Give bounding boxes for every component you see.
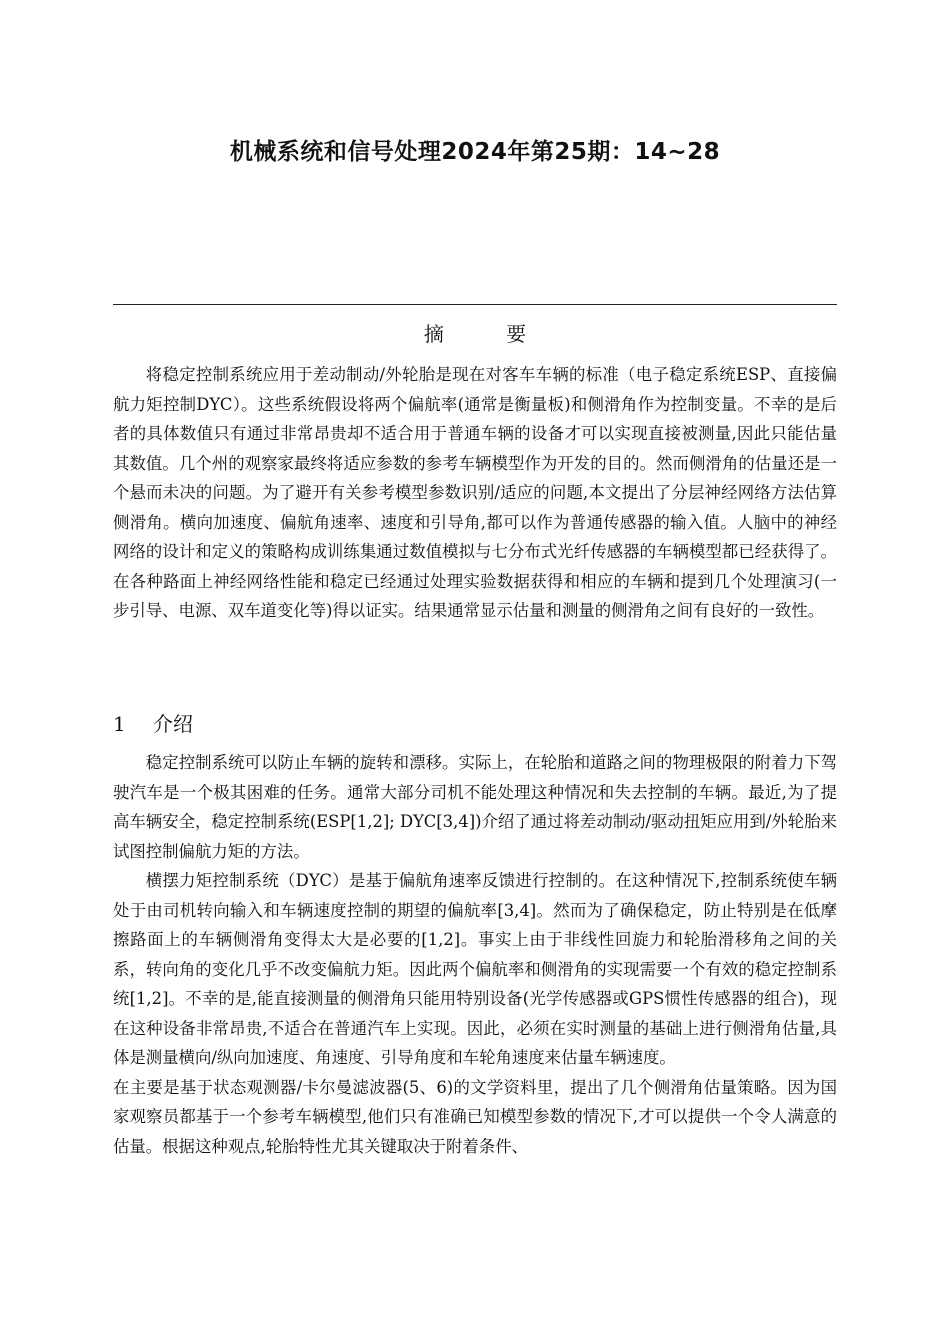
body-paragraph: 在主要是基于状态观测器/卡尔曼滤波器(5、6)的文学资料里，提出了几个侧滑角估量策略。因为国家观察员都基于一个参考车辆模型,他们只有准确已知模型参数的情况下,才可以提供一个令人满意的估量。根据这种观点,轮胎特性尤其关键取决于附着条件、	[113, 1077, 837, 1156]
section-heading	[113, 708, 193, 737]
body-paragraph: 横摆力矩控制系统（DYC）是基于偏航角速率反馈进行控制的。在这种情况下,控制系统使车辆处于由司机转向输入和车辆速度控制的期望的偏航率[3,4]。然而为了确保稳定，防止特别是在低摩擦路面上的车辆侧滑角变得太大是必要的[1,2]。事实上由于非线性回旋力和轮胎滑移角之间的关系，转向角的变化几乎不改变偏航力矩。因此两个偏航率和侧滑角的实现需要一个有效的稳定控制系统[1,2]。不幸的是,能直接测量的侧滑角只能用特别设备(光学传感器或GPS惯性传感器的组合)，现在这种设备非常昂贵,不适合在普通汽车上实现。因此，必须在实时测量的基础上进行侧滑角估量,具体是测量横向/纵向加速度、角速度、引导角度和车轮角速度来估量车辆速度。	[113, 871, 837, 1067]
journal-header: 机械系统和信号处理2024年第25期：14~28	[229, 139, 721, 165]
introduction-section	[113, 748, 837, 1161]
abstract-section	[113, 360, 837, 626]
section-number: 1	[113, 712, 126, 736]
header-divider	[113, 304, 837, 305]
body-paragraph: 稳定控制系统可以防止车辆的旋转和漂移。实际上，在轮胎和道路之间的物理极限的附着力下驾驶汽车是一个极其困难的任务。通常大部分司机不能处理这种情况和失去控制的车辆。最近,为了提高车辆安全，稳定控制系统(ESP[1,2]; DYC[3,4])介绍了通过将差动制动/驱动扭矩应用到/外轮胎来试图控制偏航力矩的方法。	[113, 753, 837, 861]
section-title: 介绍	[153, 712, 193, 736]
abstract-paragraph: 将稳定控制系统应用于差动制动/外轮胎是现在对客车车辆的标准（电子稳定系统ESP、直接偏航力矩控制DYC）。这些系统假设将两个偏航率(通常是衡量板)和侧滑角作为控制变量。不幸的是后者的具体数值只有通过非常昂贵却不适合用于普通车辆的设备才可以实现直接被测量,因此只能估量其数值。几个州的观察家最终将适应参数的参考车辆模型作为开发的目的。然而侧滑角的估量还是一个悬而未决的问题。为了避开有关参考模型参数识别/适应的问题,本文提出了分层神经网络方法估算侧滑角。横向加速度、偏航角速率、速度和引导角,都可以作为普通传感器的输入值。人脑中的神经网络的设计和定义的策略构成训练集通过数值模拟与七分布式光纤传感器的车辆模型都已经获得了。在各种路面上神经网络性能和稳定已经通过处理实验数据获得和相应的车辆和提到几个处理演习(一步引导、电源、双车道变化等)得以证实。结果通常显示估量和测量的侧滑角之间有良好的一致性。	[113, 365, 837, 620]
abstract-heading: 摘 要	[423, 322, 555, 346]
